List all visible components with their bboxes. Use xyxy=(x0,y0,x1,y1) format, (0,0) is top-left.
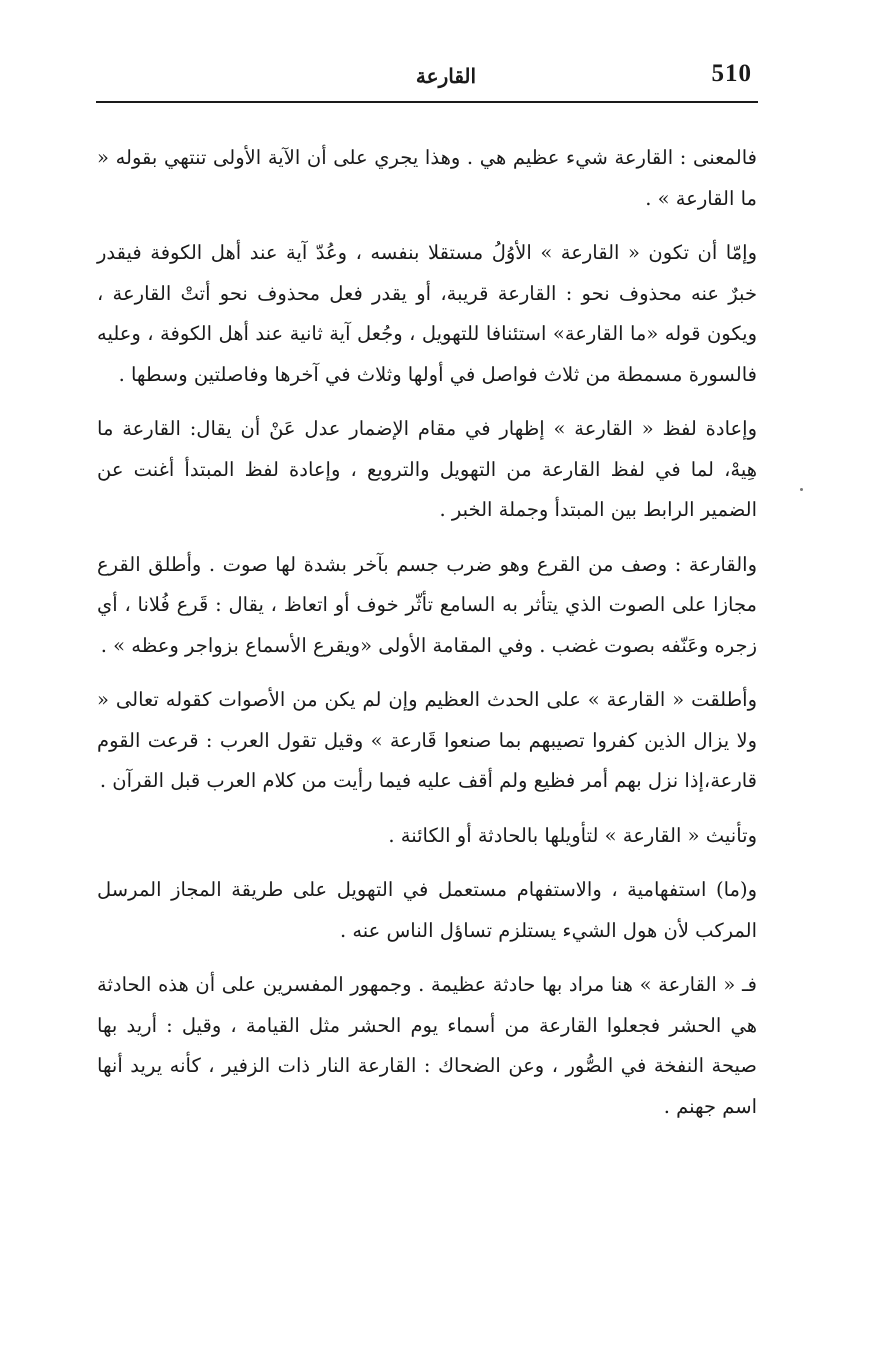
paragraph: وإمّا أن تكون « القارعة » الأوُلُ مستقلا بنفسه ، وعُدّ آية عند أهل الكوفة فيقدر خبرٌ عنه محذوف نحو : القارعة قريبة، أو يقدر فعل محذوف نحو أتتْ القارعة ، ويكون قوله «ما القارعة» استئنافا للتهويل ، وجُعل آية ثانية عند أهل الكوفة ، وعليه فالسورة مسمطة من ثلاث فواصل في أولها وثلاث في آخرها وفاصلتين وسطها . xyxy=(97,241,757,386)
paragraph: وإعادة لفظ « القارعة » إظهار في مقام الإضمار عدل عَنْ أن يقال: القارعة ما هِيهْ، لما في لفظ القارعة من التهويل والترويع ، وإعادة لفظ المبتدأ أغنت عن الضمير الرابط بين المبتدأ وجملة الخبر . xyxy=(97,417,757,521)
paragraph: وتأنيث « القارعة » لتأويلها بالحادثة أو الكائنة . xyxy=(388,823,757,847)
paragraph: والقارعة : وصف من القرع وهو ضرب جسم بآخر بشدة لها صوت . وأطلق القرع مجازا على الصوت الذي يتأثر به السامع تأثّر خوف أو اتعاظ ، يقال : قَرع فُلانا ، أي زجره وعَنّفه بصوت غضب . وفي المقامة الأولى «ويقرع الأسماع بزواجر وعظه » . xyxy=(97,552,757,657)
scan-speck xyxy=(800,488,803,491)
page-body xyxy=(97,138,757,1127)
paragraph: فـ « القارعة » هنا مراد بها حادثة عظيمة . وجمهور المفسرين على أن هذه الحادثة هي الحشر فجعلوا القارعة من أسماء يوم الحشر مثل القيامة ، وقيل : أريد بها صيحة النفخة في الصُّور ، وعن الضحاك : القارعة النار ذات الزفير ، كأنه يريد أنها اسم جهنم . xyxy=(97,973,757,1118)
paragraph: و(ما) استفهامية ، والاستفهام مستعمل في التهويل على طريقة المجاز المرسل المركب لأن هول الشيء يستلزم تساؤل الناس عنه . xyxy=(97,878,757,942)
header-divider xyxy=(96,101,758,103)
page-header xyxy=(96,58,758,98)
page-number: 510 xyxy=(711,60,752,87)
running-title: القارعة xyxy=(415,64,477,88)
paragraph: فالمعنى : القارعة شيء عظيم هي . وهذا يجري على أن الآية الأولى تنتهي بقوله « ما القارعة » . xyxy=(97,146,757,210)
paragraph: وأطلقت « القارعة » على الحدث العظيم وإن لم يكن من الأصوات كقوله تعالى « ولا يزال الذين كفروا تصيبهم بما صنعوا قَارعة » وقيل تقول العرب : قرعت القوم قارعة،إذا نزل بهم أمر فظيع ولم أقف عليه فيما رأيت من كلام العرب قبل القرآن . xyxy=(97,688,757,792)
